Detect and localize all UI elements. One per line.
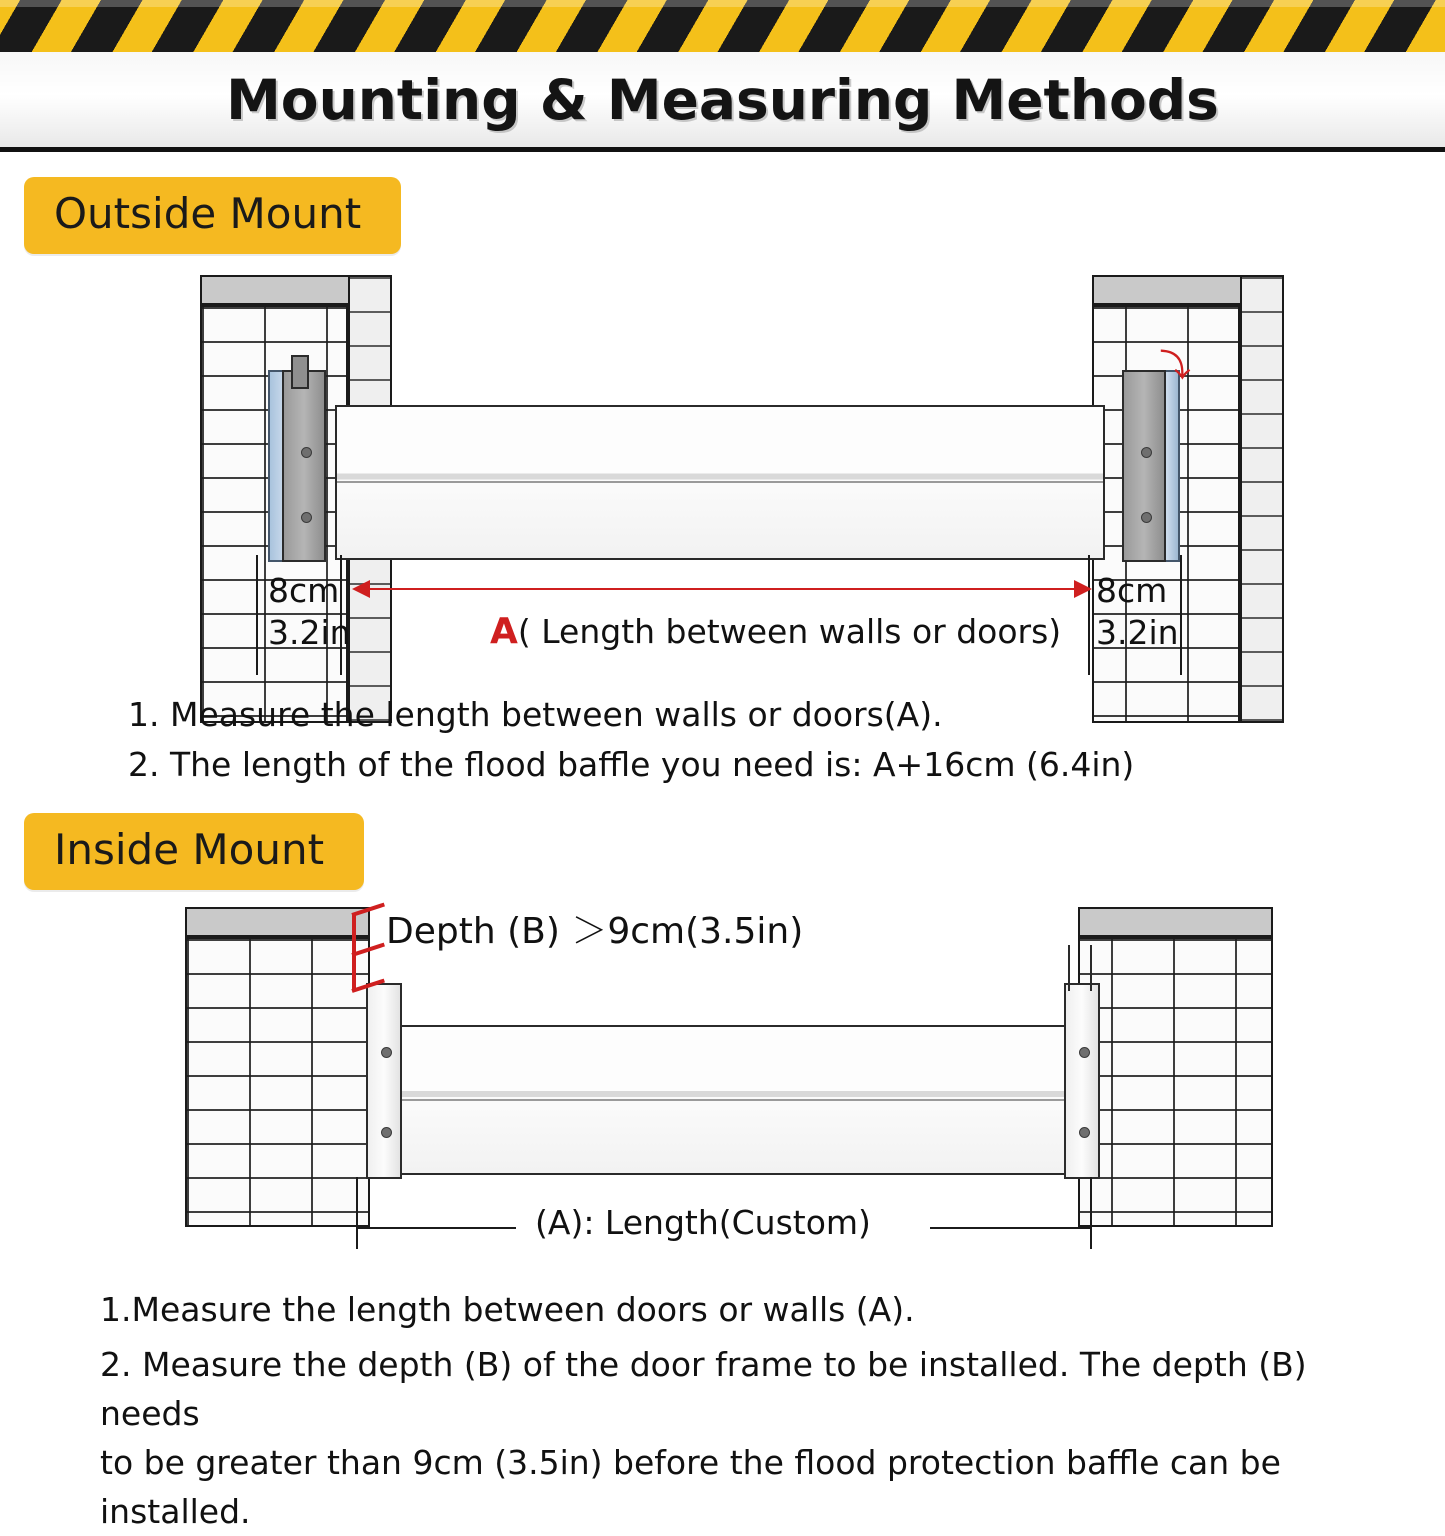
right-bracket-top-edge	[1068, 945, 1070, 991]
bracket-screw	[1141, 447, 1152, 458]
page-header	[0, 0, 1445, 155]
span-letter-a: A	[490, 611, 518, 652]
inside-mount-badge: Inside Mount	[24, 813, 364, 890]
right-brick-pillar	[1078, 907, 1273, 1227]
inside-mount-steps	[100, 1285, 1400, 1536]
bracket-screw	[301, 512, 312, 523]
title-band	[0, 52, 1445, 152]
hazard-stripe-decoration	[0, 0, 1445, 55]
left-span-tick	[356, 1177, 358, 1249]
pillar-brick-face	[1078, 937, 1273, 1227]
right-mounting-bracket	[1122, 370, 1166, 562]
bracket-screw	[1079, 1127, 1090, 1138]
bracket-screw	[381, 1047, 392, 1058]
baffle-seam	[337, 481, 1103, 483]
pillar-cap	[1078, 907, 1273, 937]
inside-step-2-line2: to be greater than 9cm (3.5in) before the flood protection baffle can be installed.	[100, 1443, 1281, 1531]
bracket-screw	[1079, 1047, 1090, 1058]
right-span-tick	[1090, 1177, 1092, 1249]
page-title: Mounting & Measuring Methods	[226, 67, 1219, 132]
span-dimension-label	[490, 611, 1061, 652]
outside-step-1: 1. Measure the length between walls or doors(A).	[128, 695, 943, 734]
bracket-screw	[1141, 512, 1152, 523]
span-dimension-line-right	[930, 1227, 1090, 1229]
inside-step-2-line1: 2. Measure the depth (B) of the door frame to be installed. The depth (B) needs	[100, 1345, 1307, 1433]
outside-mount-steps	[128, 690, 1134, 790]
left-brick-pillar	[185, 907, 370, 1227]
left-offset-label: 8cm 3.2in	[268, 571, 351, 652]
left-bracket-top-tab	[291, 355, 309, 389]
inside-mount-section	[0, 785, 1445, 1531]
outside-mount-section	[0, 155, 1445, 785]
span-arrow-left-icon	[352, 580, 370, 598]
right-offset-tick-outer	[1180, 555, 1182, 675]
left-mounting-bracket	[282, 370, 326, 562]
red-arrow-marker-icon: ⤵	[1160, 349, 1190, 384]
depth-requirement-label: Depth (B) ＞9cm(3.5in)	[386, 911, 804, 952]
inside-mount-badge-wrap	[24, 813, 364, 890]
right-offset-tick-inner	[1088, 555, 1090, 675]
span-arrow-right-icon	[1074, 580, 1092, 598]
span-dimension-line-left	[356, 1227, 516, 1229]
flood-baffle-panel	[335, 405, 1105, 560]
right-bracket-top-edge	[1090, 945, 1092, 991]
outside-step-2: 2. The length of the flood baffle you need is: A+16cm (6.4in)	[128, 745, 1135, 784]
bracket-screw	[301, 447, 312, 458]
inside-span-label: (A): Length(Custom)	[535, 1203, 871, 1242]
baffle-seam	[390, 1099, 1078, 1101]
left-offset-tick-outer	[256, 555, 258, 675]
pillar-brick-face	[185, 937, 370, 1227]
right-offset-label: 8cm 3.2in	[1096, 571, 1179, 652]
left-mounting-bracket	[366, 983, 402, 1179]
bracket-screw	[381, 1127, 392, 1138]
pillar-cap	[185, 907, 370, 937]
right-mounting-bracket	[1064, 983, 1100, 1179]
outside-mount-badge: Outside Mount	[24, 177, 401, 254]
span-label-text: ( Length between walls or doors)	[517, 612, 1062, 651]
span-dimension-line	[368, 588, 1074, 590]
pillar-side-face	[1240, 275, 1284, 723]
inside-step-1: 1.Measure the length between doors or walls (A).	[100, 1290, 915, 1329]
outside-mount-badge-wrap	[24, 177, 401, 254]
flood-baffle-panel	[388, 1025, 1080, 1175]
